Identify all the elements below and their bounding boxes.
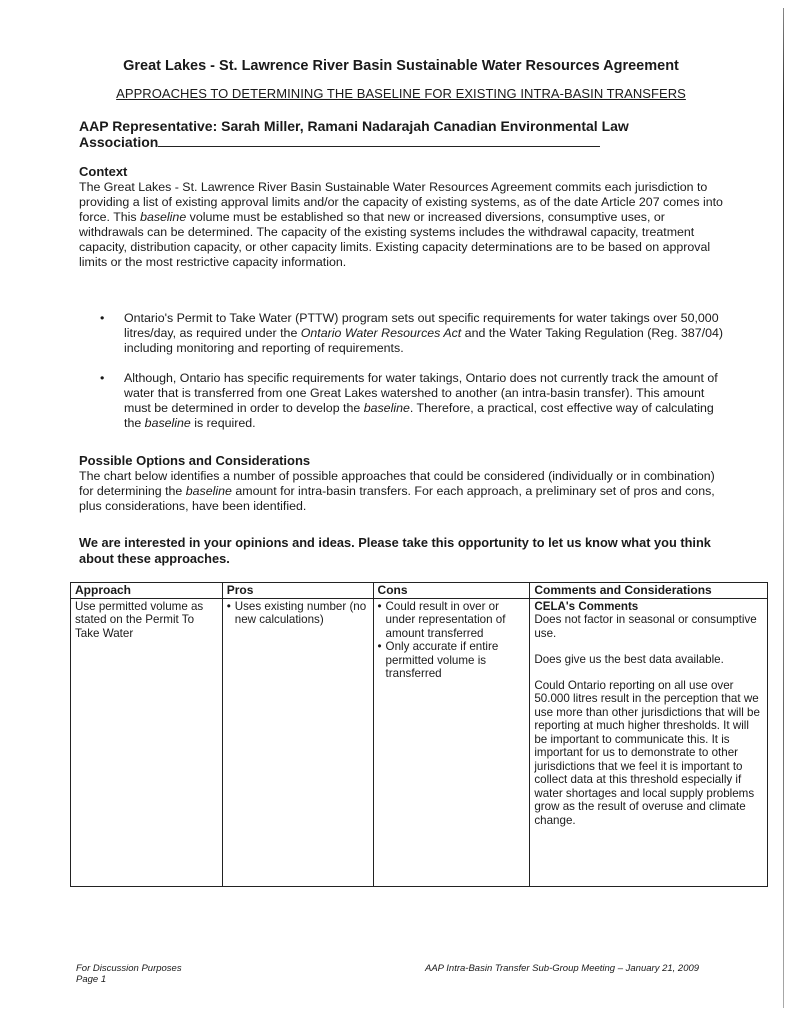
context-section bbox=[79, 164, 729, 270]
representative-line-1: AAP Representative: Sarah Miller, Ramani Nadarajah Canadian Environmental Law bbox=[79, 118, 629, 134]
options-emphasis: baseline bbox=[185, 484, 232, 498]
con-item: • Could result in over or under representation of amount transferred bbox=[378, 600, 526, 641]
context-heading: Context bbox=[79, 164, 128, 179]
bullet-emphasis: baseline bbox=[363, 401, 410, 415]
context-emphasis: baseline bbox=[140, 210, 187, 224]
footer-page-number: Page 1 bbox=[76, 974, 107, 985]
document-title: Great Lakes - St. Lawrence River Basin Sustainable Water Resources Agreement bbox=[123, 58, 679, 74]
cell-approach: Use permitted volume as stated on the Permit To Take Water bbox=[71, 598, 223, 887]
scan-edge-line bbox=[783, 8, 784, 1008]
approaches-table bbox=[70, 582, 768, 887]
cell-pros bbox=[222, 598, 373, 887]
comment-paragraph: Does not factor in seasonal or consumptive use. bbox=[534, 613, 757, 640]
header-approach: Approach bbox=[71, 583, 223, 599]
bullet-text-b: . Therefore, a practical, cost effective way of calculating the bbox=[124, 401, 714, 430]
footer-meeting-info: AAP Intra-Basin Transfer Sub-Group Meeting – January 21, 2009 bbox=[425, 963, 700, 974]
context-text-b: volume must be established so that new or increased diversions, consumptive uses, or withdrawals can be determined. The capacity of the existing systems includes the withdrawal capacity, treatment capacity, distribution capacity, or other capacity limits. Existing capacity determinations are to be based on approval limits or the most restrictive capacity information. bbox=[79, 210, 711, 269]
bullet-text-a: Ontario's Permit to Take Water (PTTW) program sets out specific requirements for water takings over 50,000 litres/day, as required under the bbox=[124, 311, 719, 340]
bullet-icon: • bbox=[100, 311, 105, 325]
options-heading: Possible Options and Considerations bbox=[79, 453, 311, 468]
table-row bbox=[71, 598, 768, 887]
comment-paragraph: Does give us the best data available. bbox=[534, 653, 724, 666]
comments-title: CELA's Comments bbox=[534, 599, 639, 613]
bullet-text-a: Although, Ontario has specific requirements for water takings, Ontario does not currently track the amount of water that is transferred from one Great Lakes watershed to another (an intra-basin transfer). This amount must be determined in order to develop the bbox=[124, 371, 718, 415]
footer-left bbox=[76, 963, 182, 985]
header-pros: Pros bbox=[222, 583, 373, 599]
context-paragraph bbox=[79, 180, 729, 270]
header-comments: Comments and Considerations bbox=[530, 583, 768, 599]
bullet-text-c: is required. bbox=[190, 416, 256, 430]
cell-comments bbox=[530, 598, 768, 887]
footer-discussion-label: For Discussion Purposes bbox=[76, 963, 182, 974]
options-text-a: The chart below identifies a number of possible approaches that could be considered (individually or in combination) for determining the bbox=[79, 469, 715, 498]
table-header-row bbox=[71, 583, 768, 599]
context-bullet-list bbox=[100, 311, 730, 446]
representative-block bbox=[79, 118, 719, 150]
context-text-a: The Great Lakes - St. Lawrence River Basin Sustainable Water Resources Agreement commits each jurisdiction to providing a list of existing approval limits and/or the capacity of existing systems, as of the date Article 207 comes into force. This bbox=[79, 180, 723, 224]
options-text-b: amount for intra-basin transfers. For each approach, a preliminary set of pros and cons, plus considerations, have been identified. bbox=[79, 484, 715, 513]
options-paragraph bbox=[79, 469, 729, 514]
representative-org-label: Association bbox=[79, 134, 159, 150]
options-section bbox=[79, 453, 729, 514]
bullet-icon: • bbox=[100, 371, 105, 385]
bullet-emphasis-2: baseline bbox=[144, 416, 191, 430]
bullet-text-b: and the Water Taking Regulation (Reg. 387/04) including monitoring and reporting of requirements. bbox=[124, 326, 723, 355]
document-subtitle: APPROACHES TO DETERMINING THE BASELINE FOR EXISTING INTRA-BASIN TRANSFERS bbox=[116, 86, 686, 101]
bullet-item bbox=[100, 371, 730, 431]
con-item: • Only accurate if entire permitted volume is transferred bbox=[378, 640, 526, 681]
header-cons: Cons bbox=[373, 583, 530, 599]
bullet-emphasis: Ontario Water Resources Act bbox=[300, 326, 462, 340]
pro-item: • Uses existing number (no new calculations) bbox=[227, 600, 369, 627]
feedback-callout: We are interested in your opinions and ideas. Please take this opportunity to let us know what you think about these approaches. bbox=[79, 535, 711, 566]
representative-line-2 bbox=[79, 134, 719, 150]
bullet-item bbox=[100, 311, 730, 356]
signature-underline bbox=[158, 134, 600, 147]
comment-paragraph: Could Ontario reporting on all use over 50.000 litres result in the perception that we use more than other jurisdictions that will be reporting at much higher thresholds. It will be important to communicate this. It is important for us to demonstrate to other jurisdictions that we feel it is important to collect data at this threshold especially if water shortages and local supply problems grow as the result of overuse and climate change. bbox=[534, 678, 760, 827]
cell-cons bbox=[373, 598, 530, 887]
